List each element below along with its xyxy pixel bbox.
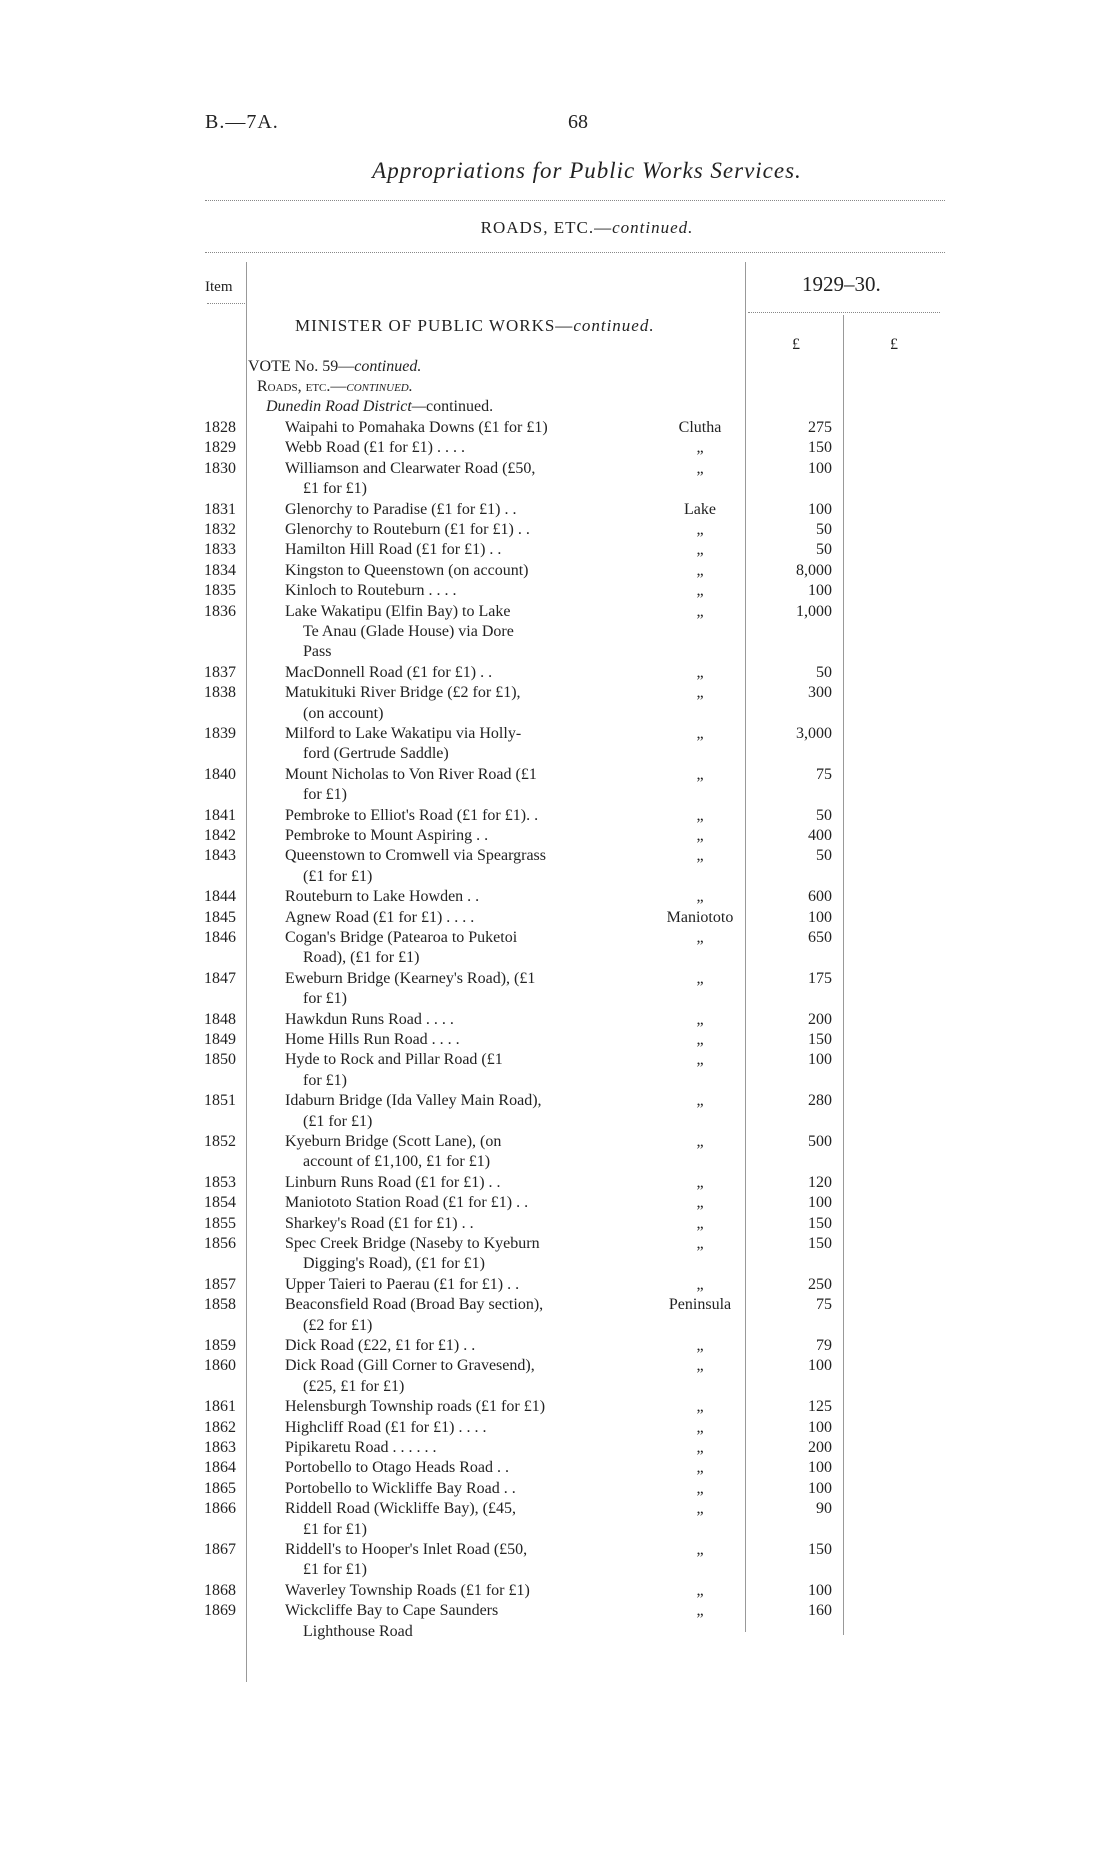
item-description: Lake Wakatipu (Elfin Bay) to Lake [285,602,511,620]
item-description: (£1 for £1) [303,867,373,885]
table-row [0,806,1114,826]
electoral-district: „ [696,1214,704,1232]
item-description: Routeburn to Lake Howden . . [285,888,480,906]
table-row-continuation [0,1254,1114,1274]
electoral-district: Lake [684,500,716,518]
table-row-continuation [0,744,1114,764]
table-row [0,1091,1114,1111]
table-row [0,724,1114,744]
item-description: Eweburn Bridge (Kearney's Road), (£1 [285,969,536,987]
table-row [0,1356,1114,1376]
amount: 75 [816,765,832,783]
table-row [0,520,1114,540]
amount: 1,000 [796,602,832,620]
table-row [0,459,1114,479]
item-description: for £1) [303,786,347,804]
electoral-district: „ [696,1500,704,1518]
amount: 100 [808,1581,832,1599]
table-row [0,1581,1114,1601]
item-description: Webb Road (£1 for £1) . . . . [285,439,466,457]
amount: 100 [808,459,832,477]
amount: 150 [808,439,832,457]
item-description: Milford to Lake Wakatipu via Holly- [285,725,522,742]
item-number: 1846 [204,929,236,946]
electoral-district: „ [696,1479,704,1497]
table-row [0,1234,1114,1254]
item-description: Queenstown to Cromwell via Speargrass [285,847,546,865]
table-row-continuation [0,642,1114,662]
item-number: 1855 [204,1214,236,1232]
amount: 50 [816,521,832,538]
item-number: 1869 [204,1602,236,1620]
electoral-district: „ [696,1541,704,1558]
item-description: for £1) [303,990,347,1008]
item-number: 1859 [204,1337,236,1354]
electoral-district: „ [696,765,704,783]
item-number: 1860 [204,1357,236,1375]
item-number: 1840 [204,765,236,783]
item-number: 1866 [204,1500,236,1518]
electoral-district: „ [696,1418,704,1436]
amount: 250 [808,1275,832,1293]
item-description: (£1 for £1) [303,1112,373,1130]
electoral-district: „ [696,929,704,946]
vote-heading [248,358,421,376]
amount: 50 [816,806,832,824]
table-row [0,1050,1114,1070]
amount: 100 [808,500,832,518]
amount: 120 [808,1173,832,1191]
item-number: 1852 [204,1133,236,1150]
amount: 200 [808,1439,832,1456]
item-number: 1868 [204,1581,236,1599]
amount: 400 [808,827,832,844]
table-row [0,1214,1114,1234]
item-description: for £1) [303,1071,347,1089]
item-description: Kyeburn Bridge (Scott Lane), (on [285,1133,502,1150]
amount: 150 [808,1541,832,1558]
table-row [0,1030,1114,1050]
electoral-district: „ [696,521,704,538]
item-description: Dick Road (Gill Corner to Gravesend), [285,1357,535,1375]
amount: 175 [808,969,832,987]
table-row [0,1397,1114,1417]
item-description: Linburn Runs Road (£1 for £1) . . [285,1173,501,1191]
electoral-district: „ [696,1133,704,1150]
section-subtitle [0,218,1114,238]
item-description: (£2 for £1) [303,1316,373,1334]
item-description: £1 for £1) [303,1561,367,1579]
item-description: account of £1,100, £1 for £1) [303,1153,491,1171]
item-number: 1829 [204,439,236,457]
table-row [0,1479,1114,1499]
amount: 100 [808,582,832,600]
table-row [0,1540,1114,1560]
electoral-district: „ [696,1439,704,1456]
item-description: Hyde to Rock and Pillar Road (£1 [285,1051,503,1069]
item-number: 1843 [204,847,236,865]
item-description: (on account) [303,704,384,722]
electoral-district: „ [696,1459,704,1477]
table-row [0,602,1114,622]
table-row-continuation [0,1316,1114,1336]
item-description: Spec Creek Bridge (Naseby to Kyeburn [285,1235,540,1252]
item-description: Riddell Road (Wickliffe Bay), (£45, [285,1500,517,1518]
item-description: Upper Taieri to Paerau (£1 for £1) . . [285,1275,520,1293]
electoral-district: „ [696,827,704,844]
roads-main: Roads, etc.— [257,378,347,395]
item-number: 1838 [204,684,236,702]
amount: 125 [808,1398,832,1416]
electoral-district: „ [696,969,704,987]
minister-italic: continued. [573,316,655,335]
table-row [0,1193,1114,1213]
amount: 160 [808,1602,832,1620]
item-description: Glenorchy to Paradise (£1 for £1) . . [285,500,517,518]
year-column-header: 1929–30. [802,272,881,296]
amount: 100 [808,1418,832,1436]
item-number: 1862 [204,1418,236,1436]
subtitle-italic: continued. [612,218,694,237]
item-description: Kinloch to Routeburn . . . . [285,582,457,600]
item-description: Cogan's Bridge (Patearoa to Puketoi [285,929,518,946]
amount: 50 [816,663,832,681]
table-row [0,1010,1114,1030]
table-row-continuation [0,704,1114,724]
item-description: Kingston to Queenstown (on account) [285,561,529,579]
item-number: 1844 [204,888,236,906]
item-description: Glenorchy to Routeburn (£1 for £1) . . [285,521,530,538]
amount: 100 [808,1051,832,1069]
table-row-continuation [0,948,1114,968]
district-heading [266,398,493,416]
amount: 50 [816,847,832,865]
district-italic: Dunedin Road District— [266,398,426,415]
table-row [0,1336,1114,1356]
page-title: Appropriations for Public Works Services. [372,158,802,183]
item-description: Helensburgh Township roads (£1 for £1) [285,1398,546,1416]
table-top-rule [205,252,945,253]
table-row [0,1275,1114,1295]
electoral-district: Clutha [678,419,722,436]
table-row-continuation [0,1112,1114,1132]
item-number: 1858 [204,1296,236,1314]
amount: 100 [808,908,832,926]
table-row [0,1499,1114,1519]
electoral-district: „ [696,1051,704,1069]
table-row-continuation [0,1071,1114,1091]
amount: 79 [816,1337,832,1354]
item-column-header: Item [205,279,233,295]
amount: 100 [808,1194,832,1212]
item-description: MacDonnell Road (£1 for £1) . . [285,663,493,681]
electoral-district: „ [696,1173,704,1191]
table-row-continuation [0,1377,1114,1397]
table-row [0,846,1114,866]
amount: 275 [808,419,832,436]
electoral-district: „ [696,725,704,742]
table-row [0,1132,1114,1152]
electoral-district: „ [696,1581,704,1599]
item-number: 1841 [204,806,236,824]
electoral-district: „ [696,439,704,457]
item-description: Te Anau (Glade House) via Dore [303,623,514,640]
table-row-continuation [0,1152,1114,1172]
pound-header-1: £ [792,336,800,353]
item-number: 1864 [204,1459,236,1477]
document-reference: B.—7A. [205,111,279,133]
item-number: 1835 [204,582,236,600]
item-number: 1851 [204,1092,236,1110]
item-number: 1849 [204,1031,236,1048]
table-row [0,969,1114,989]
item-description: Pembroke to Mount Aspiring . . [285,827,489,844]
item-description: Mount Nicholas to Von River Road (£1 [285,765,537,783]
table-row [0,1601,1114,1621]
electoral-district: Peninsula [668,1296,732,1314]
table-row-continuation [0,1560,1114,1580]
electoral-district: „ [696,1092,704,1110]
item-description: Lighthouse Road [303,1622,413,1640]
electoral-district: „ [696,561,704,579]
roads-heading [257,378,413,396]
minister-main: MINISTER OF PUBLIC WORKS— [295,316,574,335]
item-number: 1854 [204,1194,236,1212]
amount: 280 [808,1092,832,1110]
item-description: Idaburn Bridge (Ida Valley Main Road), [285,1092,542,1110]
item-number: 1861 [204,1398,236,1416]
item-number: 1853 [204,1173,236,1191]
amount: 150 [808,1235,832,1252]
table-row [0,1295,1114,1315]
item-number: 1828 [204,419,236,436]
item-description: Beaconsfield Road (Broad Bay section), [285,1296,544,1314]
table-row-continuation [0,622,1114,642]
item-number: 1837 [204,663,236,681]
item-description: £1 for £1) [303,1520,367,1538]
item-number: 1833 [204,541,236,559]
district-main: continued. [426,398,494,415]
amount: 500 [808,1133,832,1150]
electoral-district: „ [696,806,704,824]
item-description: Hawkdun Runs Road . . . . [285,1010,454,1028]
minister-heading [295,316,655,336]
item-number: 1842 [204,827,236,844]
item-description: Highcliff Road (£1 for £1) . . . . [285,1418,487,1436]
item-description: Riddell's to Hooper's Inlet Road (£50, [285,1541,528,1558]
amount: 600 [808,888,832,906]
page-number: 68 [568,111,588,133]
item-description: Wickcliffe Bay to Cape Saunders [285,1602,499,1620]
vote-italic: continued. [354,358,422,375]
amount: 100 [808,1459,832,1477]
amount: 50 [816,541,832,559]
electoral-district: „ [696,1357,704,1375]
table-row-continuation [0,1622,1114,1642]
electoral-district: „ [696,1235,704,1252]
item-description: Pass [303,643,332,661]
table-row [0,887,1114,907]
table-row [0,581,1114,601]
amount: 3,000 [796,725,832,742]
table-row [0,540,1114,560]
item-header-rule [207,303,245,304]
table-row [0,683,1114,703]
table-row [0,1173,1114,1193]
item-description: (£25, £1 for £1) [303,1377,405,1395]
electoral-district: „ [696,1337,704,1354]
table-row [0,663,1114,683]
table-row [0,438,1114,458]
electoral-district: „ [696,1398,704,1416]
table-row [0,826,1114,846]
electoral-district: „ [696,459,704,477]
electoral-district: „ [696,1010,704,1028]
item-description: Road), (£1 for £1) [303,949,420,967]
amount: 90 [816,1500,832,1518]
table-row [0,928,1114,948]
item-description: Matukituki River Bridge (£2 for £1), [285,684,521,702]
item-number: 1845 [204,908,236,926]
item-number: 1839 [204,725,236,742]
item-number: 1856 [204,1235,236,1252]
item-description: Williamson and Clearwater Road (£50, [285,459,536,477]
title-rule [205,200,945,201]
electoral-district: „ [696,847,704,865]
table-row-continuation [0,785,1114,805]
item-number: 1865 [204,1479,236,1497]
item-description: Sharkey's Road (£1 for £1) . . [285,1214,474,1232]
item-description: ford (Gertrude Saddle) [303,745,449,763]
item-description: Pembroke to Elliot's Road (£1 for £1). . [285,806,539,824]
item-description: Waverley Township Roads (£1 for £1) [285,1581,530,1599]
item-description: Digging's Road), (£1 for £1) [303,1255,485,1273]
amount: 8,000 [796,561,832,579]
electoral-district: „ [696,888,704,906]
table-row-continuation [0,989,1114,1009]
item-description: £1 for £1) [303,480,367,498]
year-header-rule [748,312,940,313]
table-row [0,500,1114,520]
item-description: Portobello to Otago Heads Road . . [285,1459,509,1477]
table-row [0,765,1114,785]
table-row [0,908,1114,928]
item-description: Hamilton Hill Road (£1 for £1) . . [285,541,502,559]
item-number: 1836 [204,602,236,620]
amount: 75 [816,1296,832,1314]
electoral-district: „ [696,602,704,620]
item-description: Agnew Road (£1 for £1) . . . . [285,908,475,926]
electoral-district: „ [696,663,704,681]
electoral-district: „ [696,684,704,702]
item-description: Waipahi to Pomahaka Downs (£1 for £1) [285,419,548,436]
table-row [0,561,1114,581]
amount: 100 [808,1357,832,1375]
item-number: 1848 [204,1010,236,1028]
item-description: Maniototo Station Road (£1 for £1) . . [285,1194,529,1212]
item-number: 1830 [204,459,236,477]
item-number: 1831 [204,500,236,518]
item-number: 1867 [204,1541,236,1558]
pound-header-2: £ [890,336,898,353]
amount: 150 [808,1214,832,1232]
amount: 300 [808,684,832,702]
item-number: 1857 [204,1275,236,1293]
table-row [0,1418,1114,1438]
table-row [0,1438,1114,1458]
item-description: Dick Road (£22, £1 for £1) . . [285,1337,476,1354]
electoral-district: „ [696,582,704,600]
item-description: Portobello to Wickliffe Bay Road . . [285,1479,516,1497]
table-row-continuation [0,1520,1114,1540]
table-row-continuation [0,479,1114,499]
item-number: 1847 [204,969,236,987]
electoral-district: „ [696,1275,704,1293]
electoral-district: „ [696,1031,704,1048]
table-row [0,418,1114,438]
item-number: 1850 [204,1051,236,1069]
amount: 100 [808,1479,832,1497]
amount: 150 [808,1031,832,1048]
electoral-district: „ [696,1602,704,1620]
subtitle-main: ROADS, ETC.— [480,218,613,237]
amount: 650 [808,929,832,946]
item-number: 1863 [204,1439,236,1456]
table-row-continuation [0,867,1114,887]
roads-italic: continued. [346,378,413,395]
amount: 200 [808,1010,832,1028]
electoral-district: Maniototo [666,908,734,926]
vote-main: VOTE No. 59— [248,358,355,375]
item-number: 1832 [204,521,236,538]
item-description: Home Hills Run Road . . . . [285,1031,460,1048]
item-description: Pipikaretu Road . . . . . . [285,1439,437,1456]
electoral-district: „ [696,541,704,559]
item-number: 1834 [204,561,236,579]
electoral-district: „ [696,1194,704,1212]
table-row [0,1458,1114,1478]
